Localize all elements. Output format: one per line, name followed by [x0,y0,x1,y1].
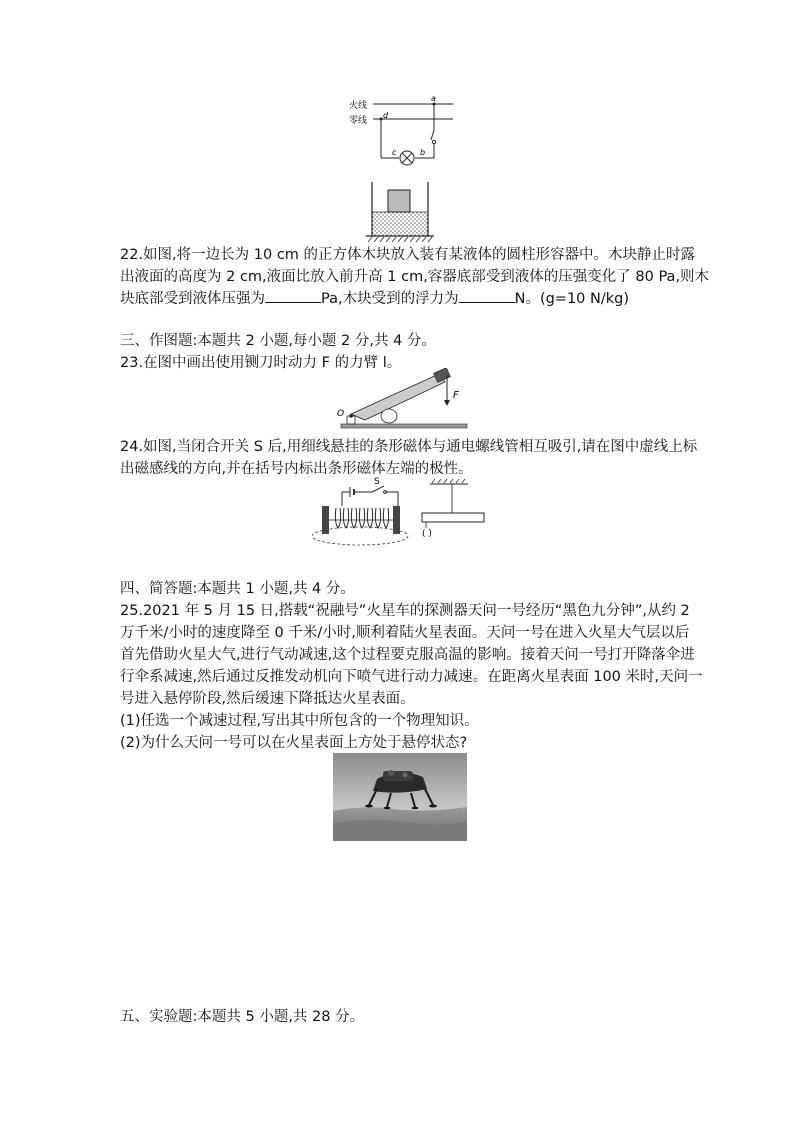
point-c-label: c [392,148,397,157]
bar-magnet [422,513,484,522]
section-4-heading: 四、简答题:本题共 1 小题,共 4 分。 [120,581,355,597]
q22-line-3-a: 块底部受到液体压强为 [120,291,265,307]
coil-windings [335,508,388,528]
lander-photo [333,753,467,841]
guillotine-diagram [335,368,475,432]
object-round [381,409,397,423]
q22-line-1: 22.如图,将一边长为 10 cm 的正方体木块放入装有某液体的圆柱形容器中。木块静止时露 [120,247,696,263]
container-diagram [360,180,440,246]
answer-blank-buoyancy[interactable] [459,288,515,303]
q24-line-1: 24.如图,当闭合开关 S 后,用细线悬挂的条形磁体与通电螺线管相互吸引,请在图中虚线上标 [120,439,698,455]
q25-line-2: 万千米/小时的速度降至 0 千米/小时,顺利着陆火星表面。天问一号在进入火星大气层以后 [120,625,690,641]
point-d-label: d [383,111,389,120]
q25-line-3: 首先借助火星大气,进行气动减速,这个过程要克服高温的影响。接着天问一号打开降落伞进 [120,647,695,663]
q22-line-3-c: N。(g=10 N/kg) [514,291,630,307]
point-a-label: a [431,94,436,103]
point-b-label: b [420,148,426,157]
live-wire-label: 火线 [349,101,368,111]
polarity-answer-parentheses[interactable]: ( ) [422,529,432,539]
section-3-heading: 三、作图题:本题共 2 小题,每小题 2 分,共 4 分。 [120,333,436,349]
neutral-wire-label: 零线 [349,116,368,126]
q22-line-3-b: Pa,木块受到的浮力为 [321,291,459,307]
q25-sub-2: (2)为什么天问一号可以在火星表面上方处于悬停状态? [120,735,468,751]
q25-sub-1: (1)任选一个减速过程,写出其中所包含的一个物理知识。 [120,713,479,729]
solenoid-diagram [312,476,498,550]
section-5-heading: 五、实验题:本题共 5 小题,共 28 分。 [120,1009,365,1025]
switch-s-label: S [374,477,380,487]
wooden-block [388,190,410,212]
q25-line-1: 25.2021 年 5 月 15 日,搭载“祝融号”火星车的探测器天问一号经历“黑色九分钟”,从约 2 [120,603,690,619]
blade-shape [351,374,445,420]
force-f-label: F [453,390,459,401]
q25-line-5: 号进入悬停阶段,然后缓速下降抵达火星表面。 [120,691,415,707]
force-arrow-icon [444,400,450,406]
q24-line-2: 出磁感线的方向,并在括号内标出条形磁体左端的极性。 [120,461,473,477]
q23-text: 23.在图中画出使用铡刀时动力 F 的力臂 l。 [120,355,402,371]
q22-line-3 [120,288,629,310]
circuit-diagram [345,92,455,172]
pivot-o-label: O [337,409,345,419]
answer-blank-pressure[interactable] [265,288,321,303]
q22-line-2: 出液面的高度为 2 cm,液面比放入前升高 1 cm,容器底部受到液体的压强变化了 80 Pa,则木 [120,269,710,285]
q25-line-4: 行伞系减速,然后通过反推发动机向下喷气进行动力减速。在距离火星表面 100 米时,天问一 [120,669,703,685]
